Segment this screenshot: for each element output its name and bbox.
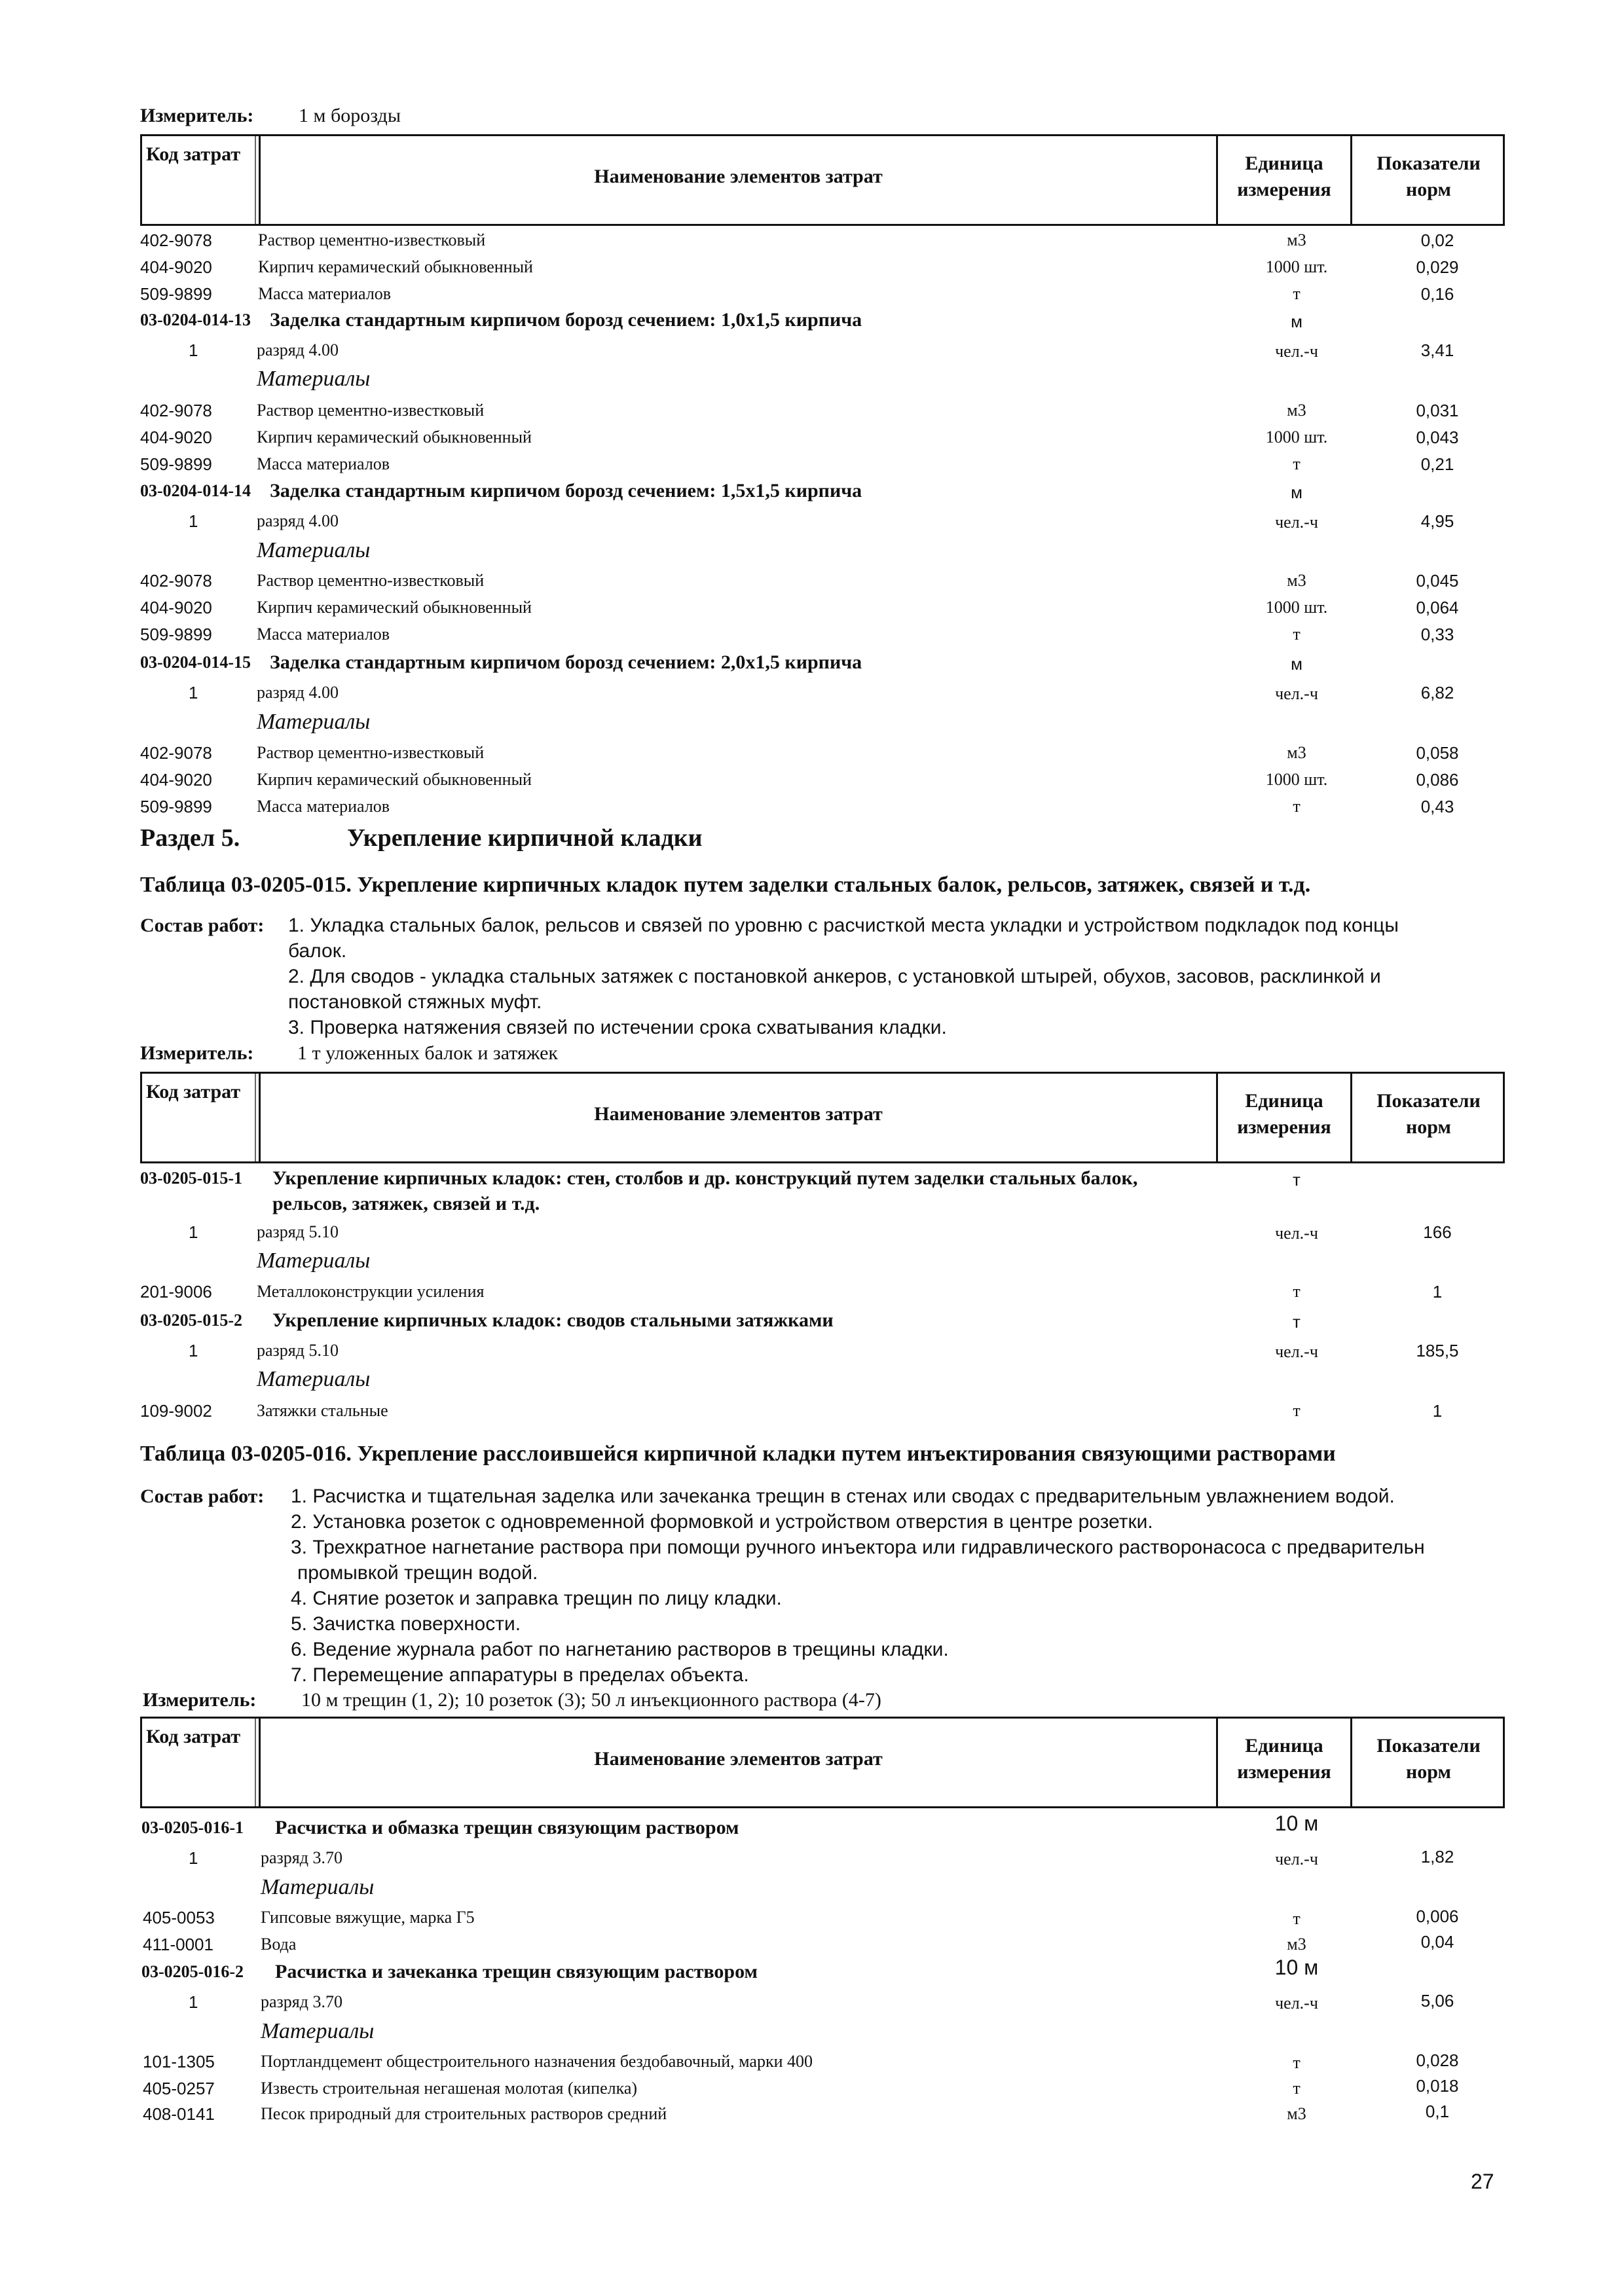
works-item: 3. Проверка натяжения связей по истечении срока схватывания кладки. [288, 1017, 947, 1038]
code-cell: 402-9078 [140, 571, 212, 591]
works-item: 7. Перемещение аппаратуры в пределах объекта. [291, 1664, 749, 1686]
value-cell: 0,21 [1420, 454, 1454, 474]
unit-cell: т [1293, 2053, 1301, 2072]
name-cell: Песок природный для строительных растворов средний [261, 2104, 667, 2123]
name-cell: Кирпич керамический обыкновенный [257, 598, 532, 617]
unit-cell: т [1293, 1282, 1301, 1301]
measure-value: 1 м борозды [299, 105, 401, 126]
group-title: Заделка стандартным кирпичом борозд сечением: 1,5х1,5 кирпича [270, 480, 862, 501]
group-title: Расчистка и зачеканка трещин связующим раствором [275, 1961, 758, 1982]
code-cell: 402-9078 [140, 401, 212, 420]
unit-cell: 1000 шт. [1265, 257, 1328, 276]
works-item: 5. Зачистка поверхности. [291, 1613, 521, 1635]
value-cell: 0,16 [1420, 284, 1454, 304]
unit-cell: 1000 шт. [1265, 428, 1328, 446]
unit-cell: 10 м [1274, 1956, 1319, 1979]
header-name: Наименование элементов затрат [594, 1748, 883, 1770]
unit-cell: м [1291, 483, 1302, 502]
code-cell: 101-1305 [143, 2052, 215, 2071]
unit-cell: 1000 шт. [1265, 598, 1328, 617]
table-title: Таблица 03-0205-015. Укрепление кирпичных кладок путем заделки стальных балок, рельсов, затяжек, связей и т.д. [140, 873, 1311, 897]
code-cell: 509-9899 [140, 284, 212, 304]
code-cell: 509-9899 [140, 454, 212, 474]
unit-cell: м3 [1287, 743, 1306, 762]
works-label: Состав работ: [140, 1485, 265, 1507]
labor-code: 1 [189, 1222, 198, 1242]
name-cell: Гипсовые вяжущие, марка Г5 [261, 1908, 475, 1927]
group-title: Укрепление кирпичных кладок: сводов стальными затяжками [272, 1309, 834, 1331]
works-item: 4. Снятие розеток и заправка трещин по лицу кладки. [291, 1588, 782, 1609]
group-code: 03-0204-014-13 [140, 310, 251, 329]
unit-cell: т [1293, 797, 1301, 816]
name-cell: Затяжки стальные [257, 1401, 388, 1420]
unit-cell: т [1293, 1909, 1301, 1928]
unit-cell: м3 [1287, 2104, 1306, 2123]
value-cell: 0,058 [1416, 743, 1459, 763]
code-cell: 404-9020 [140, 257, 212, 277]
labor-code: 1 [189, 1992, 198, 2012]
measure-label: Измеритель: [143, 1689, 257, 1711]
name-cell: Портландцемент общестроительного назначения бездобавочный, марки 400 [261, 2052, 813, 2071]
unit-cell: чел.-ч [1275, 1850, 1318, 1868]
labor-code: 1 [189, 340, 198, 360]
group-code: 03-0204-014-14 [140, 481, 251, 500]
name-cell: Раствор цементно-известковый [257, 571, 485, 590]
table-header [140, 134, 1505, 226]
section-label: Раздел 5. [140, 824, 240, 852]
measure-value: 1 т уложенных балок и затяжек [297, 1042, 558, 1064]
value-cell: 3,41 [1420, 340, 1454, 360]
code-cell: 404-9020 [140, 770, 212, 790]
labor-name: разряд 3.70 [261, 1848, 342, 1867]
page-number: 27 [1471, 2170, 1494, 2193]
header-code: Код затрат [146, 143, 241, 165]
unit-cell: м3 [1287, 571, 1306, 590]
measure-value: 10 м трещин (1, 2); 10 розеток (3); 50 л инъекционного раствора (4-7) [301, 1689, 881, 1711]
unit-cell: т [1293, 1170, 1301, 1190]
code-cell: 109-9002 [140, 1401, 212, 1421]
header-code: Код затрат [146, 1726, 241, 1747]
unit-cell: чел.-ч [1275, 1224, 1318, 1243]
materials-label: Материалы [257, 1248, 371, 1273]
labor-code: 1 [189, 1848, 198, 1868]
unit-cell: м3 [1287, 230, 1306, 249]
value-cell: 0,064 [1416, 598, 1459, 617]
labor-name: разряд 4.00 [257, 683, 339, 702]
name-cell: Масса материалов [257, 625, 390, 644]
name-cell: Раствор цементно-известковый [257, 401, 485, 420]
group-code: 03-0205-015-2 [140, 1311, 242, 1330]
value-cell: 0,006 [1416, 1906, 1459, 1926]
value-cell: 0,33 [1420, 625, 1454, 644]
name-cell: Масса материалов [258, 284, 392, 303]
labor-code: 1 [189, 511, 198, 531]
unit-cell: т [1293, 1312, 1301, 1332]
name-cell: Вода [261, 1935, 297, 1954]
labor-code: 1 [189, 683, 198, 702]
works-item: 1. Укладка стальных балок, рельсов и связей по уровню с расчисткой места укладки и устройством подкладок под концы [288, 915, 1399, 936]
unit-cell: 1000 шт. [1265, 770, 1328, 789]
value-cell: 0,43 [1420, 797, 1454, 816]
unit-cell: т [1293, 2079, 1301, 2098]
labor-name: разряд 4.00 [257, 340, 339, 359]
header-unit: Единица измерения [1237, 1090, 1331, 1138]
group-title-cont: рельсов, затяжек, связей и т.д. [272, 1193, 540, 1214]
value-cell: 0,028 [1416, 2050, 1459, 2070]
works-list [288, 913, 1399, 1040]
group-title: Заделка стандартным кирпичом борозд сечением: 1,0х1,5 кирпича [270, 309, 862, 331]
unit-cell: чел.-ч [1275, 342, 1318, 361]
materials-label: Материалы [257, 367, 371, 391]
unit-cell: м [1291, 312, 1302, 331]
group-code: 03-0205-016-1 [141, 1818, 244, 1837]
unit-cell: т [1293, 284, 1301, 303]
code-cell: 408-0141 [143, 2104, 215, 2124]
table-title: Таблица 03-0205-016. Укрепление расслоившейся кирпичной кладки путем инъектирования связующими растворами [140, 1442, 1336, 1466]
code-cell: 405-0257 [143, 2079, 215, 2098]
materials-label: Материалы [261, 1875, 375, 1899]
code-cell: 402-9078 [140, 230, 212, 250]
unit-cell: чел.-ч [1275, 1342, 1318, 1361]
value-cell: 166 [1423, 1222, 1452, 1242]
materials-label: Материалы [257, 710, 371, 734]
works-item: 6. Ведение журнала работ по нагнетанию растворов в трещины кладки. [291, 1639, 949, 1660]
works-item: 3. Трехкратное нагнетание раствора при помощи ручного инъектора или гидравлического растворонасоса с предварительн [291, 1537, 1425, 1558]
code-cell: 509-9899 [140, 625, 212, 644]
group-title: Расчистка и обмазка трещин связующим раствором [275, 1817, 739, 1838]
value-cell: 0,04 [1420, 1932, 1454, 1952]
code-cell: 404-9020 [140, 428, 212, 447]
group-code: 03-0205-015-1 [140, 1169, 242, 1188]
value-cell: 0,045 [1416, 571, 1459, 591]
unit-cell: чел.-ч [1275, 684, 1318, 703]
header-norm: Показатели норм [1376, 1090, 1481, 1138]
name-cell: Кирпич керамический обыкновенный [257, 770, 532, 789]
header-name: Наименование элементов затрат [594, 166, 883, 187]
value-cell: 0,02 [1420, 230, 1454, 250]
works-label: Состав работ: [140, 915, 265, 936]
header-unit: Единица измерения [1237, 1735, 1331, 1783]
labor-code: 1 [189, 1341, 198, 1360]
measure-label: Измеритель: [140, 1042, 254, 1064]
unit-cell: чел.-ч [1275, 513, 1318, 532]
name-cell: Раствор цементно-известковый [257, 743, 485, 762]
value-cell: 0,018 [1416, 2076, 1459, 2096]
value-cell: 0,1 [1425, 2102, 1450, 2121]
value-cell: 0,043 [1416, 428, 1459, 447]
name-cell: Кирпич керамический обыкновенный [258, 257, 533, 276]
value-cell: 1 [1432, 1282, 1443, 1302]
labor-name: разряд 4.00 [257, 511, 339, 530]
materials-label: Материалы [261, 2019, 375, 2043]
labor-name: разряд 5.10 [257, 1341, 339, 1360]
unit-cell: м3 [1287, 401, 1306, 420]
measure-label: Измеритель: [140, 105, 254, 126]
unit-cell: чел.-ч [1275, 1994, 1318, 2013]
code-cell: 404-9020 [140, 598, 212, 617]
unit-cell: м3 [1287, 1935, 1306, 1954]
name-cell: Масса материалов [257, 454, 390, 473]
works-item: балок. [288, 940, 347, 962]
works-item: постановкой стяжных муфт. [288, 991, 542, 1013]
labor-name: разряд 3.70 [261, 1992, 342, 2011]
value-cell: 0,029 [1416, 257, 1459, 277]
unit-cell: т [1293, 625, 1301, 644]
materials-label: Материалы [257, 1367, 371, 1391]
group-title: Заделка стандартным кирпичом борозд сечением: 2,0х1,5 кирпича [270, 651, 862, 673]
group-code: 03-0204-014-15 [140, 653, 251, 672]
works-item: промывкой трещин водой. [297, 1562, 538, 1584]
header-norm: Показатели норм [1376, 153, 1481, 200]
table-header [140, 1717, 1505, 1808]
works-list [291, 1484, 1425, 1688]
works-item: 1. Расчистка и тщательная заделка или зачеканка трещин в стенах или сводах с предварительным увлажнением водой. [291, 1485, 1395, 1507]
section-title: Укрепление кирпичной кладки [347, 824, 703, 852]
group-code: 03-0205-016-2 [141, 1962, 244, 1981]
value-cell: 4,95 [1420, 511, 1454, 531]
works-item: 2. Для сводов - укладка стальных затяжек с постановкой анкеров, с установкой штырей, обухов, засовов, расклинкой и [288, 966, 1381, 987]
unit-cell: м [1291, 654, 1302, 674]
materials-label: Материалы [257, 538, 371, 562]
header-norm: Показатели норм [1376, 1735, 1481, 1783]
name-cell: Металлоконструкции усиления [257, 1282, 485, 1301]
unit-cell: 10 м [1274, 1812, 1319, 1835]
name-cell: Известь строительная негашеная молотая (кипелка) [261, 2079, 638, 2098]
value-cell: 1 [1432, 1401, 1443, 1421]
labor-name: разряд 5.10 [257, 1222, 339, 1241]
code-cell: 509-9899 [140, 797, 212, 816]
code-cell: 411-0001 [143, 1935, 213, 1954]
group-title: Укрепление кирпичных кладок: стен, столбов и др. конструкций путем заделки стальных балок, [272, 1167, 1138, 1189]
code-cell: 201-9006 [140, 1282, 212, 1302]
value-cell: 0,086 [1416, 770, 1459, 790]
works-item: 2. Установка розеток с одновременной формовкой и устройством отверстия в центре розетки. [291, 1511, 1153, 1533]
unit-cell: т [1293, 1401, 1301, 1420]
name-cell: Раствор цементно-известковый [258, 230, 486, 249]
header-unit: Единица измерения [1237, 153, 1331, 200]
table-header [140, 1072, 1505, 1163]
code-cell: 405-0053 [143, 1908, 215, 1927]
header-name: Наименование элементов затрат [594, 1103, 883, 1125]
value-cell: 185,5 [1416, 1341, 1459, 1360]
value-cell: 6,82 [1420, 683, 1454, 702]
value-cell: 5,06 [1420, 1991, 1454, 2011]
code-cell: 402-9078 [140, 743, 212, 763]
header-code: Код затрат [146, 1081, 241, 1102]
name-cell: Кирпич керамический обыкновенный [257, 428, 532, 446]
value-cell: 0,031 [1416, 401, 1459, 420]
name-cell: Масса материалов [257, 797, 390, 816]
value-cell: 1,82 [1420, 1847, 1454, 1867]
unit-cell: т [1293, 454, 1301, 473]
